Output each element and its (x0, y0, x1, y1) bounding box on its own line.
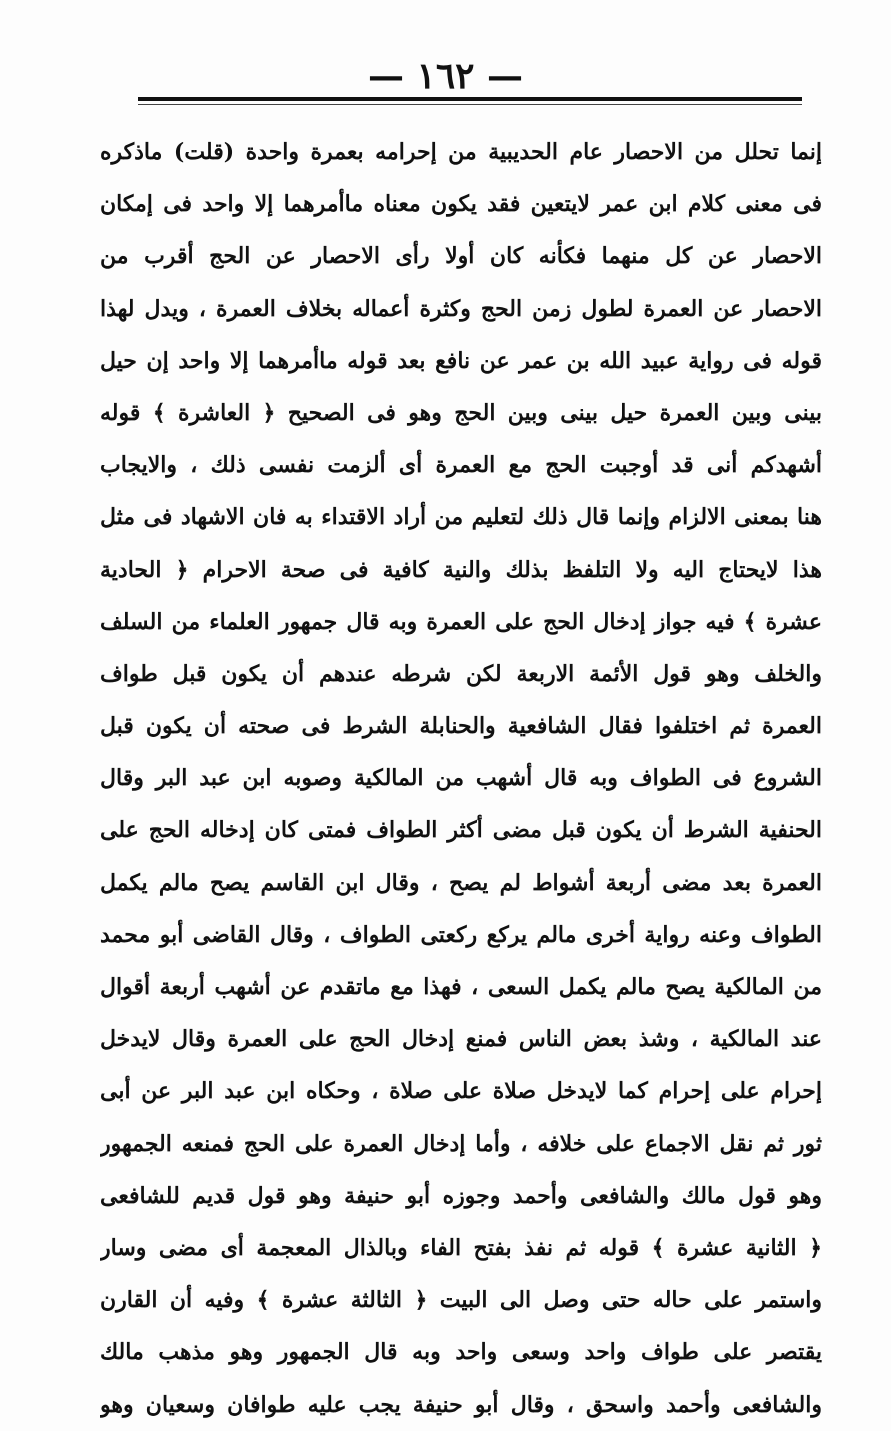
text-line: العمرة ثم اختلفوا فقال الشافعية والحنابلة الشرط فى صحته أن يكون قبل (100, 713, 822, 740)
text-line: قوله فى رواية عبيد الله بن عمر عن نافع بعد قوله ماأمرهما إلا واحد إن حيل (100, 347, 822, 374)
text-line: إحرام على إحرام كما لايدخل صلاة على صلاة ، وحكاه ابن عبد البر عن أبى (100, 1078, 822, 1105)
text-line: فى معنى كلام ابن عمر لايتعين فقد يكون معناه ماأمرهما إلا واحد فى إمكان (100, 191, 822, 218)
text-line: والشافعى وأحمد واسحق ، وقال أبو حنيفة يجب عليه طوافان وسعيان وهو (100, 1391, 822, 1418)
text-line: أشهدكم أنى قد أوجبت الحج مع العمرة أى ألزمت نفسى ذلك ، والايجاب (100, 452, 822, 479)
text-line: وهو قول مالك والشافعى وأحمد وجوزه أبو حنيفة وهو قول قديم للشافعى (100, 1182, 822, 1209)
body-text (100, 126, 822, 1431)
text-line: عند المالكية ، وشذ بعض الناس فمنع إدخال الحج على العمرة وقال لايدخل (100, 1026, 822, 1053)
text-line: إنما تحلل من الاحصار عام الحديبية من إحرامه بعمرة واحدة (قلت) ماذكره (100, 139, 822, 165)
text-line: ثور ثم نقل الاجماع على خلافه ، وأما إدخال العمرة على الحج فمنعه الجمهور (100, 1130, 822, 1157)
text-line: العمرة بعد مضى أربعة أشواط لم يصح ، وقال ابن القاسم يصح مالم يكمل (100, 869, 822, 896)
text-line: واستمر على حاله حتى وصل الى البيت ﴿ الثالثة عشرة ﴾ وفيه أن القارن (100, 1287, 822, 1314)
header-rule-thin (138, 104, 802, 105)
header-rule (138, 97, 802, 101)
text-line: الطواف وعنه رواية أخرى مالم يركع ركعتى الطواف ، وقال القاضى أبو محمد (100, 921, 822, 948)
text-line: هذا لايحتاج اليه ولا التلفظ بذلك والنية كافية فى صحة الاحرام ﴿ الحادية (100, 556, 822, 583)
text-line: هنا بمعنى الالزام وإنما قال ذلك لتعليم من أراد الاقتداء به فان الاشهاد فى مثل (100, 504, 822, 531)
text-line: الاحصار عن العمرة لطول زمن الحج وكثرة أعماله بخلاف العمرة ، ويدل لهذا (100, 295, 822, 322)
text-line: والخلف وهو قول الأئمة الاربعة لكن شرطه عندهم أن يكون قبل طواف (100, 660, 822, 687)
text-line: بينى وبين العمرة حيل بينى وبين الحج وهو فى الصحيح ﴿ العاشرة ﴾ قوله (100, 399, 822, 426)
text-line: الحنفية الشرط أن يكون قبل مضى أكثر الطواف فمتى كان إدخاله الحج على (100, 817, 822, 844)
text-line: الشروع فى الطواف وبه قال أشهب من المالكية وصوبه ابن عبد البر وقال (100, 765, 822, 792)
page-number: — ١٦٢ — (367, 55, 524, 97)
text-line: الاحصار عن كل منهما فكأنه كان أولا رأى الاحصار عن الحج أقرب من (100, 243, 822, 270)
text-line: عشرة ﴾ فيه جواز إدخال الحج على العمرة وبه قال جمهور العلماء من السلف (100, 608, 822, 635)
text-line: ﴿ الثانية عشرة ﴾ قوله ثم نفذ بفتح الفاء وبالذال المعجمة أى مضى وسار (100, 1234, 822, 1261)
text-line: من المالكية يصح مالم يكمل السعى ، فهذا مع ماتقدم عن أشهب أربعة أقوال (100, 974, 822, 1000)
text-line: يقتصر على طواف واحد وسعى واحد وبه قال الجمهور وهو مذهب مالك (100, 1339, 822, 1366)
